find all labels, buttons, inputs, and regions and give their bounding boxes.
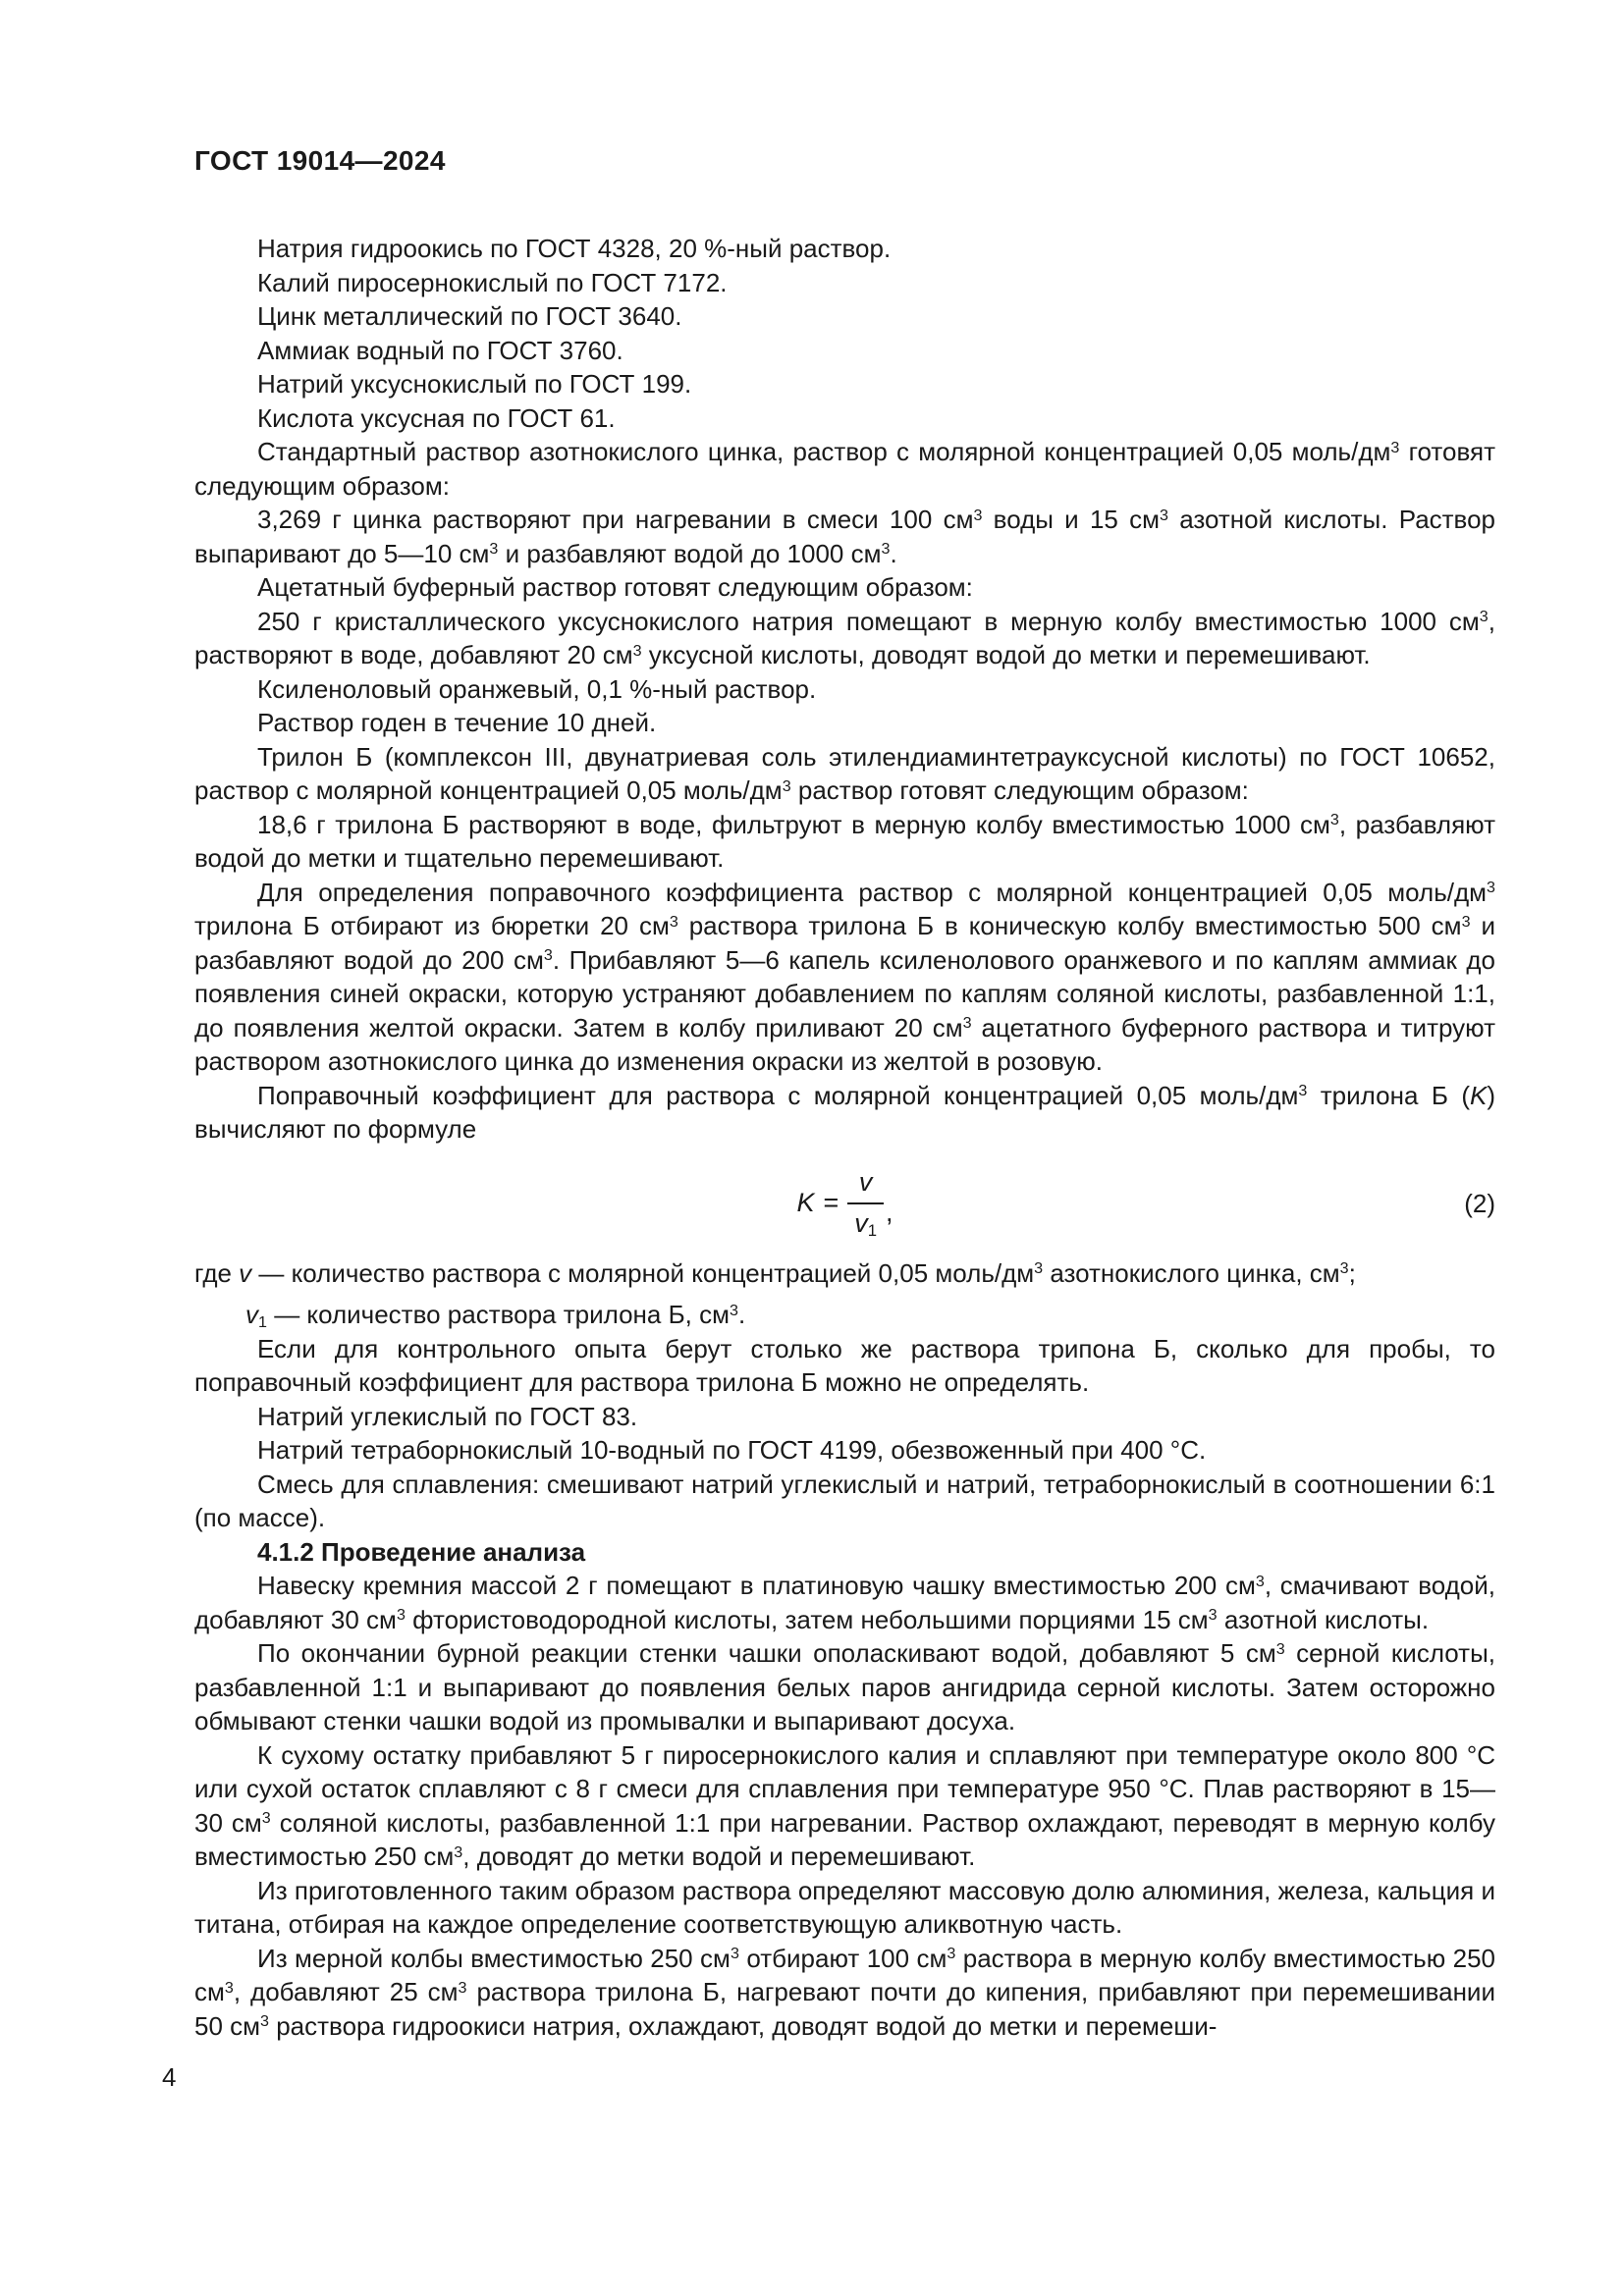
- paragraph: Цинк металлический по ГОСТ 3640.: [257, 301, 682, 331]
- formula-lhs: K: [796, 1187, 815, 1217]
- formula-expression: [796, 1167, 893, 1238]
- paragraph: Натрий углекислый по ГОСТ 83.: [257, 1401, 638, 1431]
- paragraph: 3,269 г цинка растворяют при нагревании в смеси 100 $см^3$ воды и 15 $см^3$ азотной кислоты. Раствор выпаривают до 5—10 $см^3$ и разбавляют водой до 1000 $см^3$.: [194, 505, 1496, 568]
- formula-number: (2): [1464, 1188, 1495, 1218]
- paragraph: Из мерной колбы вместимостью 250 $см^3$ отбирают 100 $см^3$ раствора в мерную колбу вместимостью 250 $см^3$, добавляют 25 $см^3$ раствора трилона Б, нагревают почти до кипения, прибавляют при перемешивании 50 $см^3$ раствора гидроокиси натрия, охлаждают, доводят водой до метки и перемеши-: [194, 1943, 1496, 2041]
- formula-numerator: v: [847, 1167, 884, 1203]
- paragraph: К сухому остатку прибавляют 5 г пиросернокислого калия и сплавляют при температуре около 800 °С или сухой остаток сплавляют с 8 г смеси для сплавления при температуре 950 °С. Плав растворяют в 15—30 $см^3$ соляной кислоты, разбавленной 1:1 при нагревании. Раствор охлаждают, переводят в мерную колбу вместимостью 250 $см^3$, доводят до метки водой и перемешивают.: [194, 1739, 1495, 1871]
- paragraph: Раствор годен в течение 10 дней.: [257, 708, 657, 737]
- page-number: 4: [162, 2062, 177, 2092]
- paragraph: Кислота уксусная по ГОСТ 61.: [257, 402, 616, 433]
- paragraph: Смесь для сплавления: смешивают натрий углекислый и натрий, тетраборнокислый в соотношении 6:1 (по массе).: [194, 1468, 1495, 1532]
- formula-comma: ,: [886, 1197, 893, 1227]
- paragraph: Аммиак водный по ГОСТ 3760.: [257, 335, 623, 365]
- paragraph: Трилон Б (комплексон III, двунатриевая соль этилендиаминтетрауксусной кислоты) по ГОСТ 10652, раствор с молярной концентрацией 0,05 моль/$дм^3$ раствор готовят следующим образом:: [194, 741, 1495, 805]
- paragraph: 18,6 г трилона Б растворяют в воде, фильтруют в мерную колбу вместимостью 1000 $см^3$, разбавляют водой до метки и тщательно перемешивают.: [194, 809, 1495, 873]
- paragraph: По окончании бурной реакции стенки чашки ополаскивают водой, добавляют 5 $см^3$ серной кислоты, разбавленной 1:1 и выпаривают до появления белых паров ангидрида серной кислоты. Затем осторожно обмывают стенки чашки водой из промывалки и выпаривают досуха.: [194, 1638, 1495, 1735]
- paragraph: 250 г кристаллического уксуснокислого натрия помещают в мерную колбу вместимостью 1000 $см^3$, растворяют в воде, добавляют 20 $см^3$ уксусной кислоты, доводят водой до метки и перемешивают.: [194, 606, 1495, 669]
- formula-where-clause: где v — количество раствора с молярной концентрацией 0,05 моль/$дм^3$ азотнокислого цинка, $см^3$;: [194, 1257, 1356, 1288]
- paragraph: Ацетатный буферный раствор готовят следующим образом:: [257, 572, 973, 602]
- document-header: ГОСТ 19014—2024: [194, 145, 446, 176]
- paragraph: Для определения поправочного коэффициента раствор с молярной концентрацией 0,05 моль/$дм^3$ трилона Б отбирают из бюретки 20 $см^3$ раствора трилона Б в коническую колбу вместимостью 500 $см^3$ и разбавляют водой до 200 $см^3$. Прибавляют 5—6 капель ксиленолового оранжевого и по каплям аммиак до появления синей окраски, которую устраняют добавлением по каплям соляной кислоты, разбавленной 1:1, до появления желтой окраски. Затем в колбу приливают 20 $см^3$ ацетатного буферного раствора и титруют раствором азотнокислого цинка до изменения окраски из желтой в розовую.: [194, 877, 1495, 1076]
- formula-block: [194, 1162, 1495, 1245]
- paragraph: Натрий уксуснокислый по ГОСТ 199.: [257, 369, 692, 399]
- document-body: [194, 232, 1495, 2043]
- paragraph: Натрий тетраборнокислый 10-водный по ГОСТ 4199, обезвоженный при 400 °С.: [257, 1435, 1207, 1465]
- formula-equals-sign: =: [823, 1187, 839, 1217]
- paragraph: Калий пиросернокислый по ГОСТ 7172.: [257, 267, 728, 297]
- paragraph: Из приготовленного таким образом раствора определяют массовую долю алюминия, железа, кальция и титана, отбирая на каждое определение соответствующую аликвотную часть.: [194, 1875, 1495, 1939]
- paragraph: Ксиленоловый оранжевый, 0,1 %-ный раствор.: [257, 673, 817, 704]
- formula-where-clause: $v_1$ — количество раствора трилона Б, $см^3$.: [245, 1300, 746, 1331]
- paragraph: Поправочный коэффициент для раствора с молярной концентрацией 0,05 моль/$дм^3$ трилона Б (K) вычисляют по формуле: [194, 1080, 1495, 1144]
- formula-denominator: $v_1$: [854, 1207, 878, 1240]
- paragraph: Натрия гидроокись по ГОСТ 4328, 20 %-ный раствор.: [257, 234, 892, 263]
- paragraph: Стандартный раствор азотнокислого цинка, раствор с молярной концентрацией 0,05 моль/$дм^3$ готовят следующим образом:: [194, 437, 1495, 501]
- formula-fraction: [847, 1167, 884, 1238]
- section-heading: 4.1.2 Проведение анализа: [257, 1536, 586, 1567]
- paragraph: Если для контрольного опыта берут столько же раствора трипона Б, сколько для пробы, то поправочный коэффициент для раствора трилона Б можно не определять.: [194, 1333, 1495, 1397]
- paragraph: Навеску кремния массой 2 г помещают в платиновую чашку вместимостью 200 $см^3$, смачивают водой, добавляют 30 $см^3$ фтористоводородной кислоты, затем небольшими порциями 15 $см^3$ азотной кислоты.: [194, 1571, 1496, 1634]
